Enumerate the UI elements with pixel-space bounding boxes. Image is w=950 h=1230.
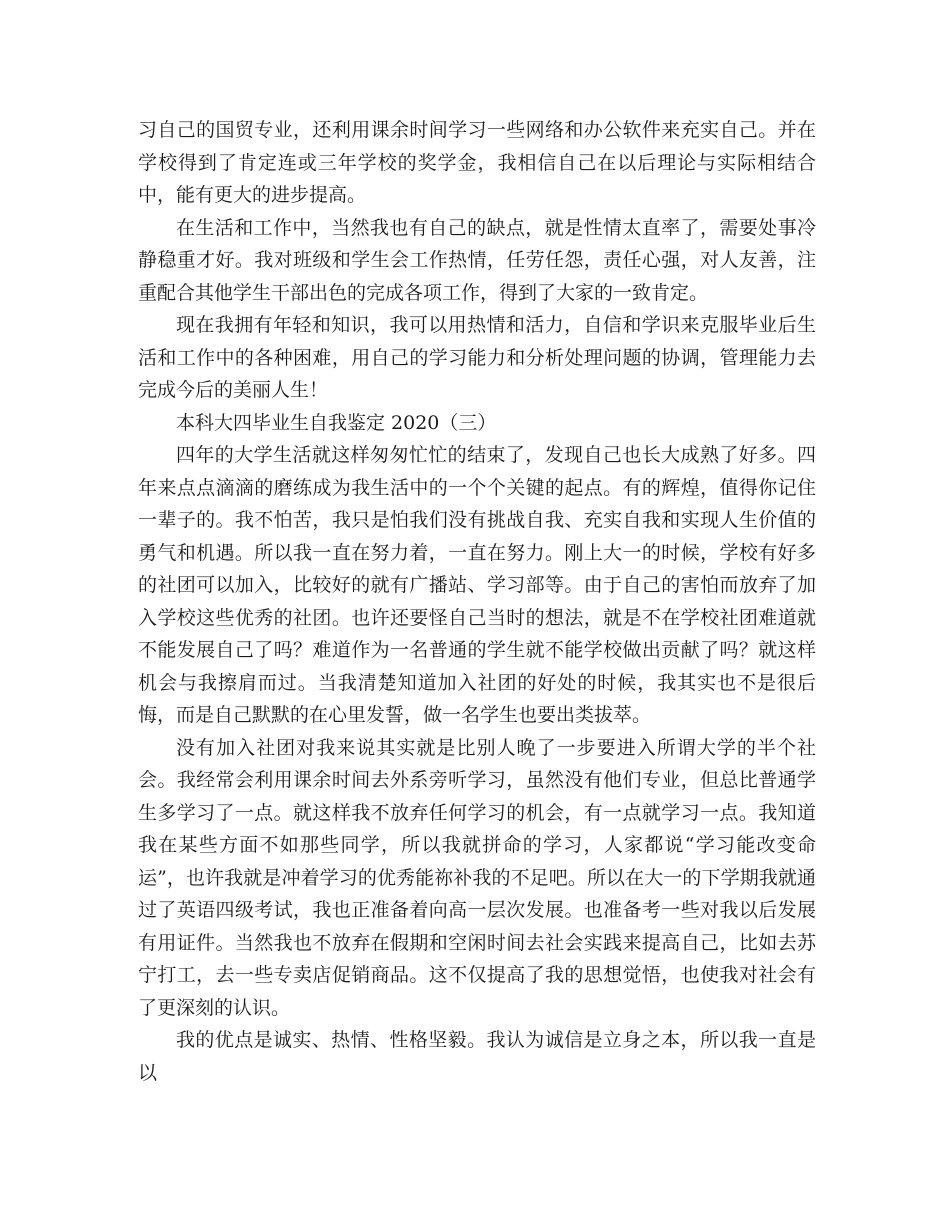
paragraph: 没有加入社团对我来说其实就是比别人晚了一步要进入所谓大学的半个社会。我经常会利用课余时间去外系旁听学习，虽然没有他们专业，但总比普通学生多学习了一点。就这样我不放弃任何学习的机会，有一点就学习一点。我知道我在某些方面不如那些同学，所以我就拼命的学习，人家都说“学习能改变命运”，也许我就是冲着学习的优秀能祢补我的不足吧。所以在大一的下学期我就通过了英语四级考试，我也正准备着向高一层次发展。也准备考一些对我以后发展有用证件。当然我也不放弃在假期和空闲时间去社会实践来提高自己，比如去苏宁打工，去一些专卖店促销商品。这不仅提高了我的思想觉悟，也使我对社会有了更深刻的认识。 xyxy=(138,736,816,1019)
paragraph-continuation: 习自己的国贸专业，还利用课余时间学习一些网络和办公软件来充实自己。并在学校得到了肯定连或三年学校的奖学金，我相信自己在以后理论与实际相结合中，能有更大的进步提高。 xyxy=(138,119,816,206)
paragraph: 现在我拥有年轻和知识，我可以用热情和活力，自信和学识来克服毕业后生活和工作中的各种困难，用自己的学习能力和分析处理问题的协调，管理能力去完成今后的美丽人生！ xyxy=(138,314,816,401)
paragraph: 在生活和工作中，当然我也有自己的缺点，就是性情太直率了，需要处事冷静稳重才好。我对班级和学生会工作热情，任劳任怨，责任心强，对人友善，注重配合其他学生干部出色的完成各项工作，得到了大家的一致肯定。 xyxy=(138,216,816,304)
document-body xyxy=(138,114,816,1089)
section-heading: 本科大四毕业生自我鉴定 2020（三） xyxy=(176,411,497,434)
paragraph: 四年的大学生活就这样匆匆忙忙的结束了，发现自己也长大成熟了好多。四年来点点滴滴的磨练成为我生活中的一个个关键的起点。有的辉煌，值得你记住一辈子的。我不怕苦，我只是怕我们没有挑战自我、充实自我和实现人生价值的勇气和机遇。所以我一直在努力着，一直在努力。刚上大一的时候，学校有好多的社团可以加入，比较好的就有广播站、学习部等。由于自己的害怕而放弃了加入学校这些优秀的社团。也许还要怪自己当时的想法，就是不在学校社团难道就不能发展自己了吗？难道作为一名普通的学生就不能学校做出贡献了吗？就这样机会与我擦肩而过。当我清楚知道加入社团的好处的时候，我其实也不是很后悔，而是自己默默的在心里发誓，做一名学生也要出类拔萃。 xyxy=(138,444,816,726)
paragraph: 我的优点是诚实、热情、性格坚毅。我认为诚信是立身之本，所以我一直是以 xyxy=(138,1029,816,1084)
